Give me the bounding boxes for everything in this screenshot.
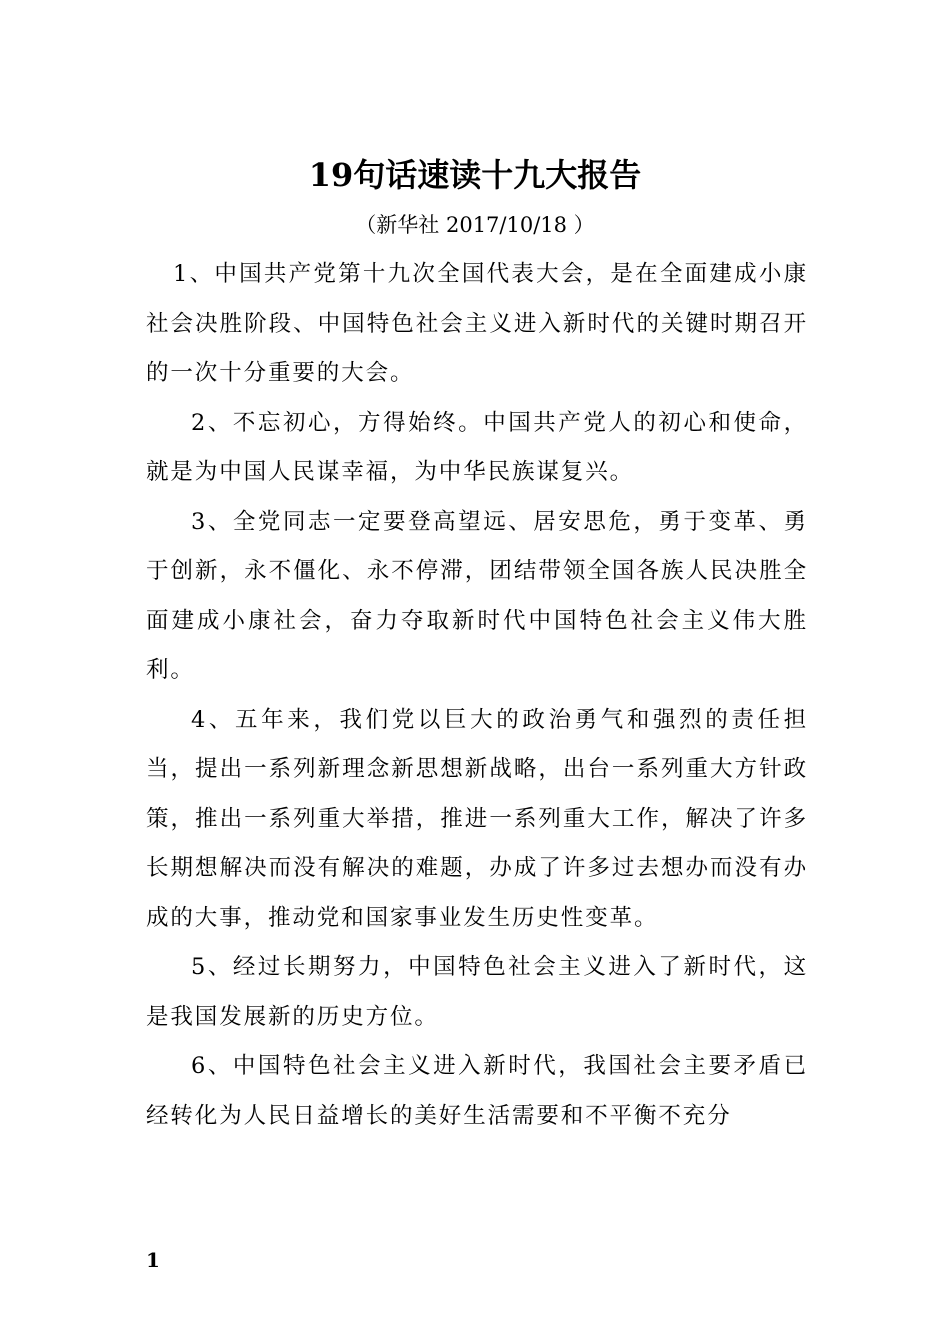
- paragraph-6: 6、中国特色社会主义进入新时代，我国社会主要矛盾已经转化为人民日益增长的美好生活需要和不平衡不充分: [146, 1053, 808, 1129]
- document-source-date: （新华社 2017/10/18 ）: [355, 213, 595, 237]
- paragraph-5: 5、经过长期努力，中国特色社会主义进入了新时代，这是我国发展新的历史方位。: [146, 954, 808, 1030]
- document-title: 19句话速读十九大报告: [308, 156, 642, 194]
- paragraph-3: 3、全党同志一定要登高望远、居安思危，勇于变革、勇于创新，永不僵化、永不停滞，团结带领全国各族人民决胜全面建成小康社会，奋力夺取新时代中国特色社会主义伟大胜利。: [146, 508, 808, 683]
- paragraph-2: 2、不忘初心，方得始终。中国共产党人的初心和使命，就是为中国人民谋幸福，为中华民族谋复兴。: [146, 409, 808, 485]
- page-number: 1: [146, 1248, 160, 1272]
- paragraph-4: 4、五年来，我们党以巨大的政治勇气和强烈的责任担当，提出一系列新理念新思想新战略，出台一系列重大方针政策，推出一系列重大举措，推进一系列重大工作，解决了许多长期想解决而没有解决的难题，办成了许多过去想办而没有办成的大事，推动党和国家事业发生历史性变革。: [146, 706, 808, 931]
- document-body: [146, 250, 808, 1141]
- paragraph-1: 1、中国共产党第十九次全国代表大会，是在全面建成小康社会决胜阶段、中国特色社会主义进入新时代的关键时期召开的一次十分重要的大会。: [146, 261, 808, 386]
